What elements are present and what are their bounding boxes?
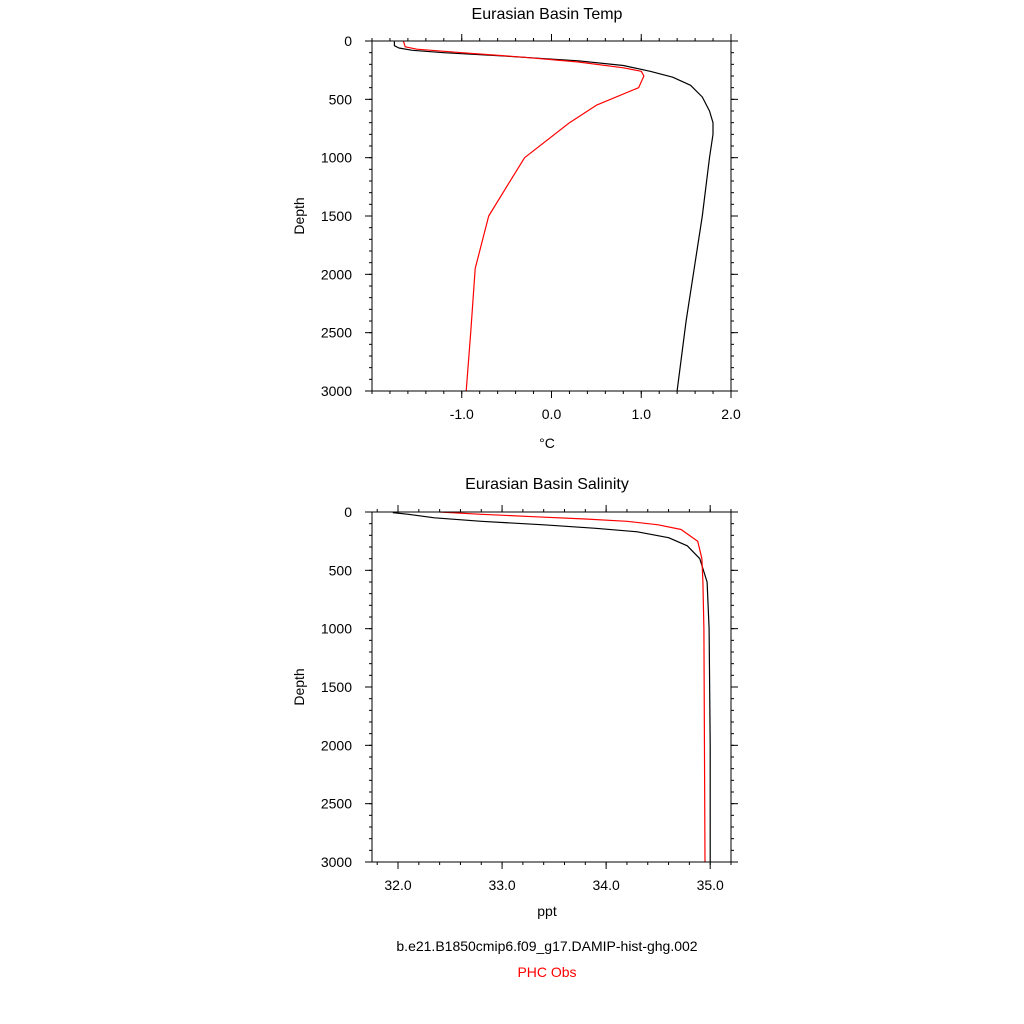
salinity-model-series-line	[393, 513, 710, 862]
temp-x-tick-label: -1.0	[449, 406, 474, 422]
temp-x-axis-label: °C	[539, 435, 555, 451]
temp-axis-ticks	[321, 33, 741, 422]
salinity-x-tick-label: 34.0	[592, 877, 620, 893]
temp-y-tick-label: 2500	[320, 324, 352, 341]
salinity-obs-series-line	[440, 512, 705, 862]
salinity-y-tick-label: 2500	[320, 795, 352, 812]
salinity-y-tick-label: 1000	[320, 620, 352, 637]
temp-plot-frame	[372, 41, 731, 391]
salinity-x-tick-label: 35.0	[696, 877, 724, 893]
salinity-axis-ticks	[321, 504, 738, 893]
salinity-panel	[291, 476, 738, 919]
temp-model-series-line	[394, 42, 713, 391]
temp-y-tick-label: 2000	[320, 266, 352, 283]
salinity-y-tick-label: 2000	[320, 737, 352, 754]
legend-entry-obs: PHC Obs	[517, 964, 577, 980]
temp-y-tick-label: 0	[344, 33, 352, 49]
salinity-x-tick-label: 33.0	[488, 877, 516, 893]
temp-x-tick-label: 2.0	[721, 406, 741, 422]
salinity-series-group	[393, 512, 710, 862]
salinity-y-axis-label: Depth	[291, 668, 307, 706]
temp-y-tick-label: 500	[328, 91, 352, 108]
temp-y-axis-label: Depth	[291, 197, 307, 235]
salinity-x-tick-label: 32.0	[384, 877, 412, 893]
salinity-plot-frame	[372, 512, 731, 862]
salinity-y-tick-label: 500	[328, 562, 352, 579]
temp-y-tick-label: 1500	[320, 208, 352, 224]
temp-panel	[291, 6, 741, 451]
temp-y-tick-label: 1000	[320, 149, 352, 166]
salinity-y-tick-label: 1500	[320, 679, 352, 695]
salinity-x-axis-label: ppt	[537, 903, 557, 919]
legend-entry-model: b.e21.B1850cmip6.f09_g17.DAMIP-hist-ghg.002	[396, 938, 698, 954]
temp-obs-series-line	[403, 41, 644, 391]
temp-y-tick-label: 3000	[320, 383, 352, 399]
salinity-chart-title: Eurasian Basin Salinity	[465, 476, 629, 493]
temp-series-group	[394, 41, 713, 391]
temp-x-tick-label: 1.0	[631, 406, 651, 422]
temp-x-tick-label: 0.0	[541, 406, 562, 422]
temp-chart-title: Eurasian Basin Temp	[471, 6, 623, 23]
salinity-y-tick-label: 3000	[320, 854, 352, 870]
salinity-y-tick-label: 0	[344, 504, 352, 520]
